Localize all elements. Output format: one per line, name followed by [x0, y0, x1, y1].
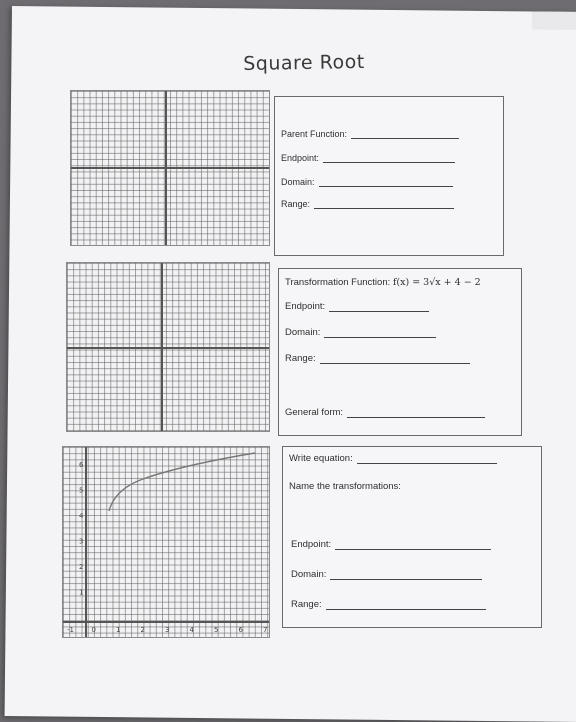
field-domain — [281, 177, 453, 187]
field-domain — [285, 327, 436, 338]
field-label: Name the transformations: — [289, 481, 401, 492]
field-endpoint — [285, 301, 429, 312]
graph-overlay — [63, 447, 269, 637]
field-domain — [291, 569, 482, 580]
field-range — [285, 353, 470, 364]
field-label: Domain: — [281, 177, 315, 187]
graph-grid-1 — [70, 90, 270, 246]
info-box-3 — [282, 446, 542, 628]
x-tick-label: 4 — [189, 626, 194, 634]
answer-line[interactable] — [320, 362, 470, 364]
field-label: Range: — [285, 353, 316, 364]
transformation-function — [285, 277, 481, 288]
field-label: Domain: — [285, 327, 321, 338]
y-tick-label: 4 — [79, 512, 84, 520]
answer-line[interactable] — [314, 207, 454, 209]
x-tick-label: 5 — [214, 626, 219, 634]
info-box-2 — [278, 268, 522, 436]
field-parent-function — [281, 129, 459, 139]
x-axis — [67, 347, 269, 349]
y-tick-label: 3 — [79, 537, 84, 546]
field-label: Transformation Function: — [285, 277, 391, 288]
field-label: Domain: — [291, 569, 327, 580]
paper-edge — [532, 11, 576, 30]
sqrt-curve — [109, 453, 255, 511]
x-tick-label: 2 — [140, 626, 145, 634]
y-tick-label: 2 — [79, 563, 84, 571]
field-label: Parent Function: — [281, 129, 348, 139]
graph-grid-2 — [66, 262, 270, 432]
y-tick-label: 6 — [79, 461, 84, 469]
field-label: Endpoint: — [285, 301, 326, 312]
y-tick-label: 1 — [79, 588, 84, 597]
answer-line[interactable] — [335, 548, 491, 550]
answer-line[interactable] — [319, 185, 453, 187]
field-general-form — [285, 407, 485, 418]
answer-line[interactable] — [323, 161, 455, 163]
x-tick-label: 1 — [116, 626, 121, 634]
y-tick-label: 5 — [79, 486, 84, 495]
x-tick-label: -1 — [67, 626, 74, 634]
x-axis — [71, 167, 269, 169]
field-label: General form: — [285, 407, 344, 418]
field-write-equation — [289, 453, 497, 464]
field-label: Range: — [281, 199, 311, 209]
y-axis — [165, 91, 167, 245]
worksheet-title: Square Root — [243, 50, 365, 76]
field-endpoint — [281, 153, 455, 163]
formula: f(x) = 3√x + 4 − 2 — [392, 277, 481, 288]
info-box-1 — [274, 96, 504, 256]
answer-line[interactable] — [347, 416, 485, 418]
field-range — [281, 199, 454, 209]
field-label: Endpoint: — [281, 153, 320, 163]
field-label: Write equation: — [289, 453, 353, 464]
answer-line[interactable] — [357, 462, 497, 464]
field-range — [291, 599, 486, 610]
x-tick-label: 6 — [238, 626, 243, 634]
y-axis — [161, 263, 163, 431]
x-tick-label: 3 — [165, 626, 170, 634]
answer-line[interactable] — [351, 137, 459, 139]
field-transformations — [289, 481, 401, 492]
answer-line[interactable] — [330, 578, 482, 580]
answer-line[interactable] — [324, 336, 436, 338]
field-label: Range: — [291, 599, 322, 610]
x-tick-label: 7 — [263, 626, 268, 634]
x-tick-label: 0 — [91, 626, 96, 634]
field-endpoint — [291, 539, 491, 550]
field-label: Endpoint: — [291, 539, 332, 550]
graph-grid-3 — [62, 446, 270, 638]
answer-line[interactable] — [326, 608, 486, 610]
answer-line[interactable] — [329, 310, 429, 312]
